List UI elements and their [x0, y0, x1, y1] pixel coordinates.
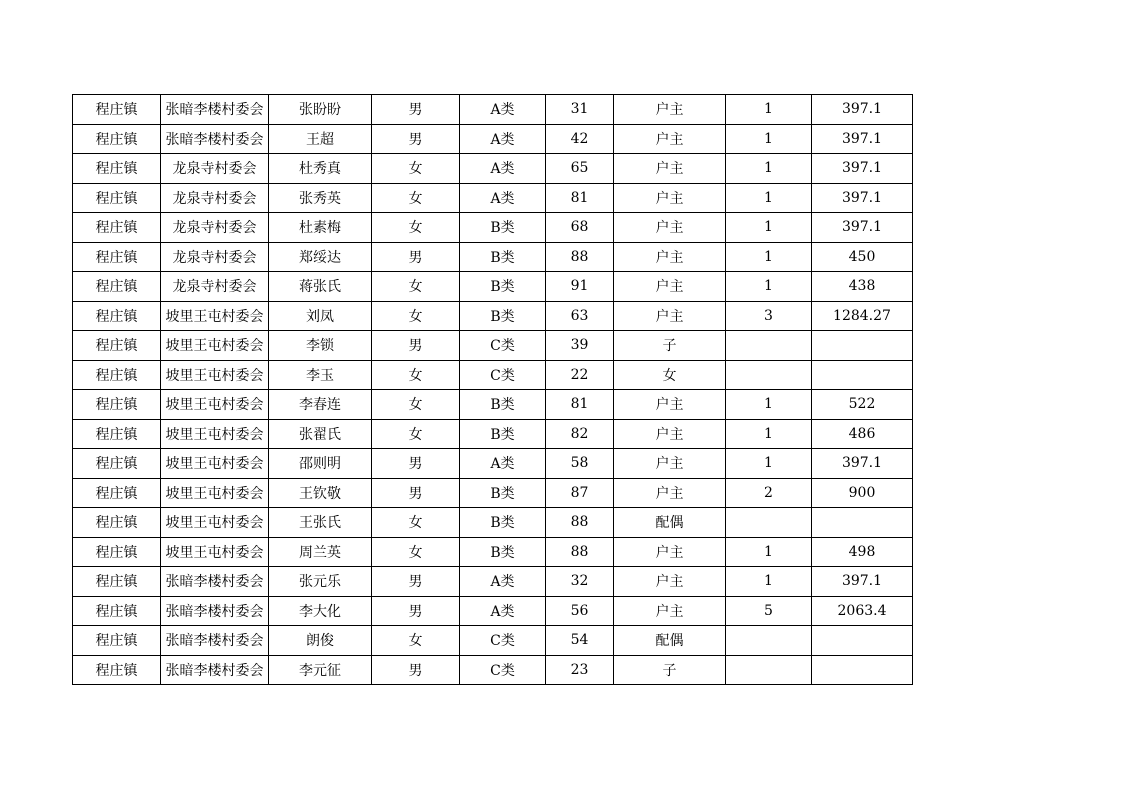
- amount-cell: 397.1: [812, 183, 913, 213]
- town-cell: 程庄镇: [73, 390, 161, 420]
- amount-cell: 438: [812, 272, 913, 302]
- gender-cell: 男: [372, 567, 460, 597]
- village-cell: 龙泉寺村委会: [161, 154, 269, 184]
- category-cell: B类: [460, 390, 546, 420]
- age-cell: 88: [546, 242, 614, 272]
- category-cell: B类: [460, 301, 546, 331]
- relation-cell: 户主: [614, 449, 726, 479]
- gender-cell: 男: [372, 95, 460, 125]
- category-cell: B类: [460, 213, 546, 243]
- relation-cell: 户主: [614, 272, 726, 302]
- category-cell: B类: [460, 478, 546, 508]
- gender-cell: 男: [372, 331, 460, 361]
- name-cell: 郑绥达: [269, 242, 372, 272]
- amount-cell: 397.1: [812, 124, 913, 154]
- village-cell: 张暗李楼村委会: [161, 124, 269, 154]
- gender-cell: 女: [372, 508, 460, 538]
- age-cell: 32: [546, 567, 614, 597]
- relation-cell: 户主: [614, 95, 726, 125]
- town-cell: 程庄镇: [73, 213, 161, 243]
- table-row: [73, 478, 913, 508]
- age-cell: 39: [546, 331, 614, 361]
- village-cell: 龙泉寺村委会: [161, 272, 269, 302]
- table-row: [73, 272, 913, 302]
- gender-cell: 女: [372, 154, 460, 184]
- amount-cell: 397.1: [812, 154, 913, 184]
- household-size-cell: 1: [726, 213, 812, 243]
- town-cell: 程庄镇: [73, 242, 161, 272]
- amount-cell: [812, 508, 913, 538]
- relation-cell: 户主: [614, 154, 726, 184]
- table-row: [73, 419, 913, 449]
- relation-cell: 户主: [614, 537, 726, 567]
- category-cell: A类: [460, 183, 546, 213]
- name-cell: 李元征: [269, 655, 372, 685]
- table-row: [73, 154, 913, 184]
- category-cell: C类: [460, 360, 546, 390]
- town-cell: 程庄镇: [73, 508, 161, 538]
- age-cell: 42: [546, 124, 614, 154]
- amount-cell: 397.1: [812, 213, 913, 243]
- category-cell: B类: [460, 242, 546, 272]
- gender-cell: 男: [372, 242, 460, 272]
- table-body: [73, 95, 913, 685]
- amount-cell: 900: [812, 478, 913, 508]
- amount-cell: 397.1: [812, 567, 913, 597]
- village-cell: 龙泉寺村委会: [161, 242, 269, 272]
- household-size-cell: 1: [726, 449, 812, 479]
- gender-cell: 女: [372, 272, 460, 302]
- name-cell: 蒋张氏: [269, 272, 372, 302]
- table-row: [73, 213, 913, 243]
- name-cell: 张秀英: [269, 183, 372, 213]
- category-cell: C类: [460, 331, 546, 361]
- amount-cell: [812, 360, 913, 390]
- amount-cell: [812, 331, 913, 361]
- household-size-cell: 1: [726, 124, 812, 154]
- household-size-cell: 1: [726, 419, 812, 449]
- age-cell: 81: [546, 183, 614, 213]
- name-cell: 王钦敬: [269, 478, 372, 508]
- town-cell: 程庄镇: [73, 626, 161, 656]
- name-cell: 邵则明: [269, 449, 372, 479]
- name-cell: 张翟氏: [269, 419, 372, 449]
- household-size-cell: 2: [726, 478, 812, 508]
- category-cell: B类: [460, 508, 546, 538]
- name-cell: 杜素梅: [269, 213, 372, 243]
- table-row: [73, 242, 913, 272]
- name-cell: 周兰英: [269, 537, 372, 567]
- category-cell: A类: [460, 596, 546, 626]
- category-cell: A类: [460, 124, 546, 154]
- gender-cell: 女: [372, 183, 460, 213]
- table-row: [73, 449, 913, 479]
- gender-cell: 女: [372, 626, 460, 656]
- amount-cell: 498: [812, 537, 913, 567]
- age-cell: 23: [546, 655, 614, 685]
- village-cell: 张暗李楼村委会: [161, 596, 269, 626]
- age-cell: 58: [546, 449, 614, 479]
- age-cell: 31: [546, 95, 614, 125]
- household-size-cell: 1: [726, 242, 812, 272]
- village-cell: 坡里王屯村委会: [161, 301, 269, 331]
- town-cell: 程庄镇: [73, 95, 161, 125]
- name-cell: 张元乐: [269, 567, 372, 597]
- table-row: [73, 124, 913, 154]
- gender-cell: 女: [372, 213, 460, 243]
- village-cell: 龙泉寺村委会: [161, 183, 269, 213]
- village-cell: 坡里王屯村委会: [161, 419, 269, 449]
- town-cell: 程庄镇: [73, 124, 161, 154]
- age-cell: 91: [546, 272, 614, 302]
- amount-cell: 450: [812, 242, 913, 272]
- household-size-cell: 1: [726, 537, 812, 567]
- table-row: [73, 567, 913, 597]
- household-size-cell: 1: [726, 390, 812, 420]
- household-size-cell: 1: [726, 567, 812, 597]
- household-size-cell: [726, 331, 812, 361]
- table-row: [73, 390, 913, 420]
- name-cell: 刘凤: [269, 301, 372, 331]
- relation-cell: 户主: [614, 596, 726, 626]
- name-cell: 李大化: [269, 596, 372, 626]
- gender-cell: 女: [372, 390, 460, 420]
- table-row: [73, 655, 913, 685]
- age-cell: 87: [546, 478, 614, 508]
- town-cell: 程庄镇: [73, 301, 161, 331]
- name-cell: 李锁: [269, 331, 372, 361]
- category-cell: B类: [460, 272, 546, 302]
- town-cell: 程庄镇: [73, 419, 161, 449]
- town-cell: 程庄镇: [73, 655, 161, 685]
- town-cell: 程庄镇: [73, 449, 161, 479]
- gender-cell: 女: [372, 301, 460, 331]
- age-cell: 54: [546, 626, 614, 656]
- category-cell: C类: [460, 626, 546, 656]
- relation-cell: 户主: [614, 390, 726, 420]
- relation-cell: 女: [614, 360, 726, 390]
- town-cell: 程庄镇: [73, 596, 161, 626]
- category-cell: A类: [460, 449, 546, 479]
- age-cell: 65: [546, 154, 614, 184]
- household-size-cell: [726, 655, 812, 685]
- table-row: [73, 537, 913, 567]
- category-cell: B类: [460, 419, 546, 449]
- household-size-cell: 5: [726, 596, 812, 626]
- gender-cell: 女: [372, 360, 460, 390]
- relation-cell: 户主: [614, 419, 726, 449]
- relation-cell: 户主: [614, 478, 726, 508]
- village-cell: 坡里王屯村委会: [161, 360, 269, 390]
- village-cell: 坡里王屯村委会: [161, 390, 269, 420]
- table-row: [73, 626, 913, 656]
- gender-cell: 男: [372, 596, 460, 626]
- table-row: [73, 360, 913, 390]
- beneficiary-table: [72, 94, 913, 685]
- town-cell: 程庄镇: [73, 183, 161, 213]
- name-cell: 李玉: [269, 360, 372, 390]
- gender-cell: 男: [372, 449, 460, 479]
- relation-cell: 户主: [614, 567, 726, 597]
- village-cell: 坡里王屯村委会: [161, 449, 269, 479]
- amount-cell: [812, 626, 913, 656]
- gender-cell: 女: [372, 537, 460, 567]
- village-cell: 张暗李楼村委会: [161, 626, 269, 656]
- age-cell: 82: [546, 419, 614, 449]
- amount-cell: 2063.4: [812, 596, 913, 626]
- category-cell: A类: [460, 154, 546, 184]
- relation-cell: 子: [614, 655, 726, 685]
- age-cell: 22: [546, 360, 614, 390]
- town-cell: 程庄镇: [73, 537, 161, 567]
- household-size-cell: 1: [726, 95, 812, 125]
- table-row: [73, 95, 913, 125]
- age-cell: 88: [546, 537, 614, 567]
- town-cell: 程庄镇: [73, 478, 161, 508]
- name-cell: 王超: [269, 124, 372, 154]
- village-cell: 张暗李楼村委会: [161, 95, 269, 125]
- village-cell: 坡里王屯村委会: [161, 331, 269, 361]
- household-size-cell: 1: [726, 272, 812, 302]
- relation-cell: 户主: [614, 301, 726, 331]
- age-cell: 63: [546, 301, 614, 331]
- name-cell: 张盼盼: [269, 95, 372, 125]
- age-cell: 68: [546, 213, 614, 243]
- amount-cell: [812, 655, 913, 685]
- category-cell: A类: [460, 95, 546, 125]
- gender-cell: 男: [372, 478, 460, 508]
- household-size-cell: [726, 360, 812, 390]
- village-cell: 张暗李楼村委会: [161, 567, 269, 597]
- gender-cell: 女: [372, 419, 460, 449]
- name-cell: 王张氏: [269, 508, 372, 538]
- gender-cell: 男: [372, 124, 460, 154]
- age-cell: 88: [546, 508, 614, 538]
- village-cell: 坡里王屯村委会: [161, 537, 269, 567]
- town-cell: 程庄镇: [73, 331, 161, 361]
- name-cell: 杜秀真: [269, 154, 372, 184]
- relation-cell: 户主: [614, 183, 726, 213]
- age-cell: 81: [546, 390, 614, 420]
- household-size-cell: [726, 626, 812, 656]
- relation-cell: 户主: [614, 213, 726, 243]
- table-row: [73, 301, 913, 331]
- amount-cell: 1284.27: [812, 301, 913, 331]
- relation-cell: 配偶: [614, 626, 726, 656]
- category-cell: A类: [460, 567, 546, 597]
- village-cell: 张暗李楼村委会: [161, 655, 269, 685]
- table-row: [73, 183, 913, 213]
- table-row: [73, 508, 913, 538]
- age-cell: 56: [546, 596, 614, 626]
- village-cell: 坡里王屯村委会: [161, 508, 269, 538]
- town-cell: 程庄镇: [73, 154, 161, 184]
- relation-cell: 子: [614, 331, 726, 361]
- household-size-cell: 3: [726, 301, 812, 331]
- village-cell: 坡里王屯村委会: [161, 478, 269, 508]
- category-cell: C类: [460, 655, 546, 685]
- household-size-cell: 1: [726, 154, 812, 184]
- amount-cell: 397.1: [812, 449, 913, 479]
- village-cell: 龙泉寺村委会: [161, 213, 269, 243]
- town-cell: 程庄镇: [73, 272, 161, 302]
- town-cell: 程庄镇: [73, 567, 161, 597]
- amount-cell: 397.1: [812, 95, 913, 125]
- category-cell: B类: [460, 537, 546, 567]
- relation-cell: 配偶: [614, 508, 726, 538]
- table-row: [73, 331, 913, 361]
- relation-cell: 户主: [614, 242, 726, 272]
- name-cell: 朗俊: [269, 626, 372, 656]
- relation-cell: 户主: [614, 124, 726, 154]
- amount-cell: 522: [812, 390, 913, 420]
- household-size-cell: [726, 508, 812, 538]
- household-size-cell: 1: [726, 183, 812, 213]
- table-row: [73, 596, 913, 626]
- gender-cell: 男: [372, 655, 460, 685]
- amount-cell: 486: [812, 419, 913, 449]
- town-cell: 程庄镇: [73, 360, 161, 390]
- name-cell: 李春连: [269, 390, 372, 420]
